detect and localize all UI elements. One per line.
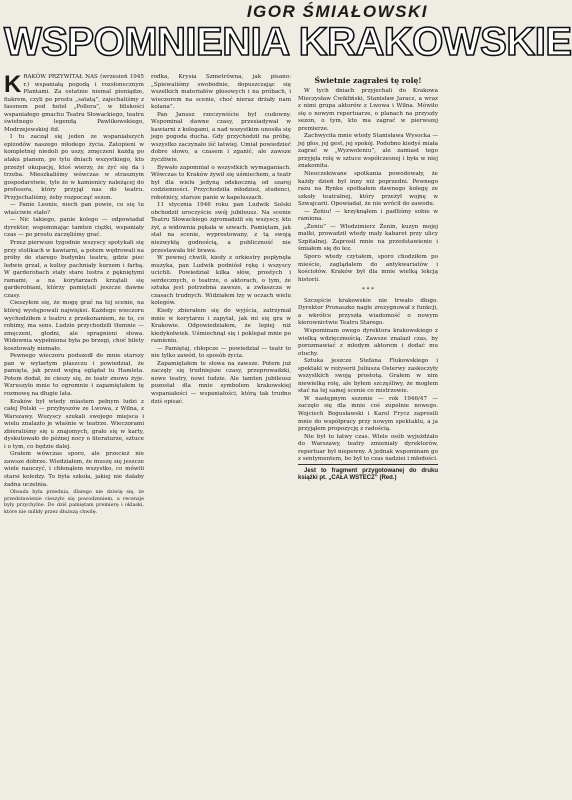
paragraph: Kraków był wtedy miastem pełnym ludzi z całej Polski — przybyszów ze Lwowa, z Wilna, z Warszawy. Wszyscy szukali swojego miejsca i wielu znalazło je właśnie w teatrze. Wieczorami zbieraliśmy się u znajomych, grało się w karty, dyskutowało do późnej nocy o literaturze, sztuce i o tym, co będzie dalej. xyxy=(4,398,144,450)
paragraph: — Pamiętaj, chłopcze — powiedział — teatr to nie tylko zawód, to sposób życia. xyxy=(151,345,291,360)
paragraph: Nie był to łatwy czas. Wiele osób wyjeżdżało do Warszawy, teatry zmieniały dyrektorów, repertuar był niepewny. A jednak wspominam go z sentymentem, bo był to czas nadziei i młodości. xyxy=(298,433,438,463)
paragraph: Przez pierwsze tygodnie wszyscy spotykali się przy stolikach w kawiarni, a potem wędrowali na próby do starego budynku teatru, gdzie piec ledwie grzał, a kulisy pachniały kurzem i farbą. W garderobach stały stare lustra z pękniętymi ramami, a na korytarzach krzątali się garderobiani, którzy pamiętali jeszcze dawne czasy. xyxy=(4,240,144,299)
paragraph: rodka, Krysia Szmetrówna, jak pisano: „Śpiewaliśmy swobodnie, dopuszczając się wszelkich materiałów głosowych i na próbach, i wieczorem na scenie, choć nieraz drżały nam kolana”. xyxy=(151,74,291,111)
paragraph: Bywało zapomniał o wszystkich wymaganiach. Wówczas to Kraków żywił się uśmiechem, a teatr był dla wielu jedyną odskocznią od szarej codzienności. Przychodziła młodzież, studenci, robotnicy, starsze panie w kapeluszach. xyxy=(151,164,291,201)
column-3 xyxy=(298,74,438,796)
column-1 xyxy=(4,71,144,796)
paragraph: Sporo wtedy czytałem, sporo chodziłem po mieście, zaglądałem do antykwariatów i kościołów. Kraków był dla mnie wielką lekcją historii. xyxy=(298,254,438,283)
paragraph: I tu zaczął się jeden ze wspaniałszych epizodów naszego młodego życia. Zatopieni w kompletnej niedoli po uszy, zmęczeni każdą po ataku planem, po tylu dniach wszystkiego, kto przeżył okupację, ktoś wierzy, że żyć się da i trzeba. Mieszkaliśmy wówczas w strasznym gospodarstwie, tyle że w kamienicy należącej do profesora, który przyjął nas do teatru. Przyjechaliśmy, żeby rozpocząć sezon. xyxy=(4,134,144,201)
lead-paragraph xyxy=(4,71,144,134)
paragraph: W następnym sezonie — rok 1946/47 — zaczęło się dla mnie coś zupełnie nowego. Wojciech Bogusławski i Karol Frycz zaprosili mnie do współpracy przy nowym spektaklu, a ja przyjąłem propozycję z radością. xyxy=(298,395,438,433)
article-columns xyxy=(4,71,438,796)
column-2 xyxy=(151,74,291,796)
paragraph: „Żeniu” — Włodzimierz Żenin, kuzyn mojej matki, prowadził wtedy mały kabaret przy ulicy Szpitalnej. Zaprosił mnie na przedstawienie i śmiałem się do łez. xyxy=(298,223,438,253)
paragraph: Pewnego wieczoru podszedł do mnie starszy pan w wytartym płaszczu i powiedział, że pamięta, jak przed wojną oglądał tu Hamleta. Potem dodał, że cieszy się, że teatr znowu żyje. Wzruszyło mnie to ogromnie i zapamiętałem tę rozmowę na długie lata. xyxy=(4,353,144,397)
paragraph: W pewnej chwili, kiedy z orkiestry popłynęła muzyka, pan Ludwik podniósł rękę i wszyscy ucichli. Powiedział kilka słów, prostych i serdecznych, o teatrze, o aktorach, o tym, że sztuka jest potrzebna zawsze, a zwłaszcza w czasach trudnych. Widziałem łzy w oczach wielu kolegów. xyxy=(151,255,291,307)
drop-cap: K xyxy=(4,71,22,98)
paragraph: Grałem wówczas sporo, ale przecież nie zawsze dobrze. Wiedziałem, że muszę się jeszcze wiele nauczyć, i chłonąłem wszystko, co mówili starsi koledzy. To była szkoła, jakiej nie dałaby żadna uczelnia. xyxy=(4,451,144,488)
paragraph: — Żeńiu! — krzyknąłem i padliśmy sobie w ramiona. xyxy=(298,208,438,223)
paragraph: Szczęście krakowskie nie trwało długo. Dyrektor Pronaszko nagle zrezygnował z funkcji, a wkrótce przyszła wiadomość o nowym kierownictwie Teatru Starego. xyxy=(298,297,438,327)
paragraph: W tych dniach przyjechali do Krakowa Mieczysław Ćwikliński, Stanisław Jaracz, a wraz z nimi grupa aktorów z Lwowa i Wilna. Mówiło się o nowym repertuarze, o planach na przyszły sezon, o tym, kto ma zagrać w pierwszej premierze. xyxy=(298,88,438,132)
subheading: Świetnie zagrałeś tę rolę! xyxy=(314,76,422,85)
section-separator: * * * xyxy=(362,287,374,294)
lead-text: RAKÓW PRZYWITAŁ NAS (wrzesień 1945 r.) wspaniałą pogodą i rozsłonecznym Plantami. Za ostatnie niemal pieniądze, fiakrem, czyli po prostu „satatą”, zajechaliśmy z fasonem pod hotel „Pollera”, w bliskości wspaniałego gmachu Teatru Słowackiego, teatru świetnego legendą Pawlikowskiego, Modrzejewskiej itd. xyxy=(4,74,144,133)
paragraph: — Nic takiego, panie kolego — odpowiadał dyrektor, wspominając tamten ciężki, wspaniały czas — po prostu zaczęliśmy grać. xyxy=(4,217,144,239)
paragraph: Nieoczekiwane spotkania powodowały, że każdy dzień był inny niż poprzedni. Pewnego razu na Rynku spotkałem dawnego kolegę ze szkoły teatralnej, który przeżył wojnę w Szwajcarii. Opowiadał, że nie wrócił do zawodu. xyxy=(298,171,438,208)
paragraph: Obsada była przednia, dlatego nie dziwię się, że przedstawienie cieszyło się powodzeniem, a recenzje były przychylne. Do dziś pamiętam premierę i oklaski, które nie milkły przez dłuższą chwilę. xyxy=(4,489,144,515)
paragraph: Zapamiętałem te słowa na zawsze. Potem już zaczęły się trudniejsze czasy, przeprowadzki, nowe teatry, nowi ludzie. Ale tamten jubileusz pozostał dla mnie symbolem krakowskiej wspaniałości — wspaniałości, którą tak trudno dziś opisać. xyxy=(151,360,291,405)
paragraph: Wspominam owego dyrektora krakowskiego z wielką wdzięcznością. Zawsze znalazł czas, by porozmawiać z młodym aktorem i dodać mu otuchy. xyxy=(298,327,438,357)
paragraph: Cieszyłem się, że mogę grać na tej scenie, na której występowali najwięksi. Każdego wieczoru wychodziłem z teatru z przekonaniem, że to, co robimy, ma sens. Ludzie przychodzili tłumnie — zmęczeni, głodni, ale spragnieni słowa. Widownia wypełniona była po brzegi, choć bilety kosztowały niemało. xyxy=(4,300,144,352)
paragraph: Zachwyciła mnie wtedy Stanisława Wysocka — jej głos, jej gest, jej spokój. Podobno kiedyś miała zagrać w „Wyzwoleniu”, ale zamiast tego przyjęła rolę w sztuce współczesnej i była w niej znakomita. xyxy=(298,133,438,170)
paragraph: Sztuka jeszcze Stefana Flukowskiego i spektakl w reżyserii Juliusza Osterwy zaskoczyły wszystkich swoją prostotą. Grałem w nim niewielką rolę, ale byłem szczęśliwy, że mogłem stać na tej samej scenie co mistrzowie. xyxy=(298,358,438,395)
article-title: WSPOMNIENIA KRAKOWSKIE xyxy=(4,20,572,64)
paragraph: Kiedy zbierałem się do wyjścia, zatrzymał mnie w korytarzu i zapytał, jak mi się gra w Krakowie. Odpowiedziałem, że lepiej niż kiedykolwiek. Uśmiechnął się i poklepał mnie po ramieniu. xyxy=(151,307,291,345)
paragraph: Pan Janusz rzeczywiście był cudowny. Wspominał dawne czasy, przesiadywał w kawiarni z kolegami, a nad wszystkim unosiła się jego pogoda ducha. Gdy przychodził na próbę, wszystko zaczynało iść łatwiej. Umiał powiedzieć dobre słowo, a czasem i zganić, ale zawsze życzliwie. xyxy=(151,111,291,164)
paragraph: 11 stycznia 1946 roku pan Ludwik Solski obchodził uroczyście swój jubileusz. Na scenie Teatru Słowackiego zgromadzili się wszyscy, kto żył, a widownia pękała w szwach. Pamiętam, jak stał na scenie, wyprostowany, z tą swoją niezwykłą godnością, a publiczność nie przestawała bić brawa. xyxy=(151,202,291,254)
author-name: IGOR ŚMIAŁOWSKI xyxy=(246,2,428,21)
editor-note: Jest to fragment przygotowanej do druku książki pt. „CAŁA WSTECZ” (Red.) xyxy=(298,464,438,483)
paragraph: — Panie Leonie, niech pan powie, co się tu właściwie stało? xyxy=(4,202,144,216)
